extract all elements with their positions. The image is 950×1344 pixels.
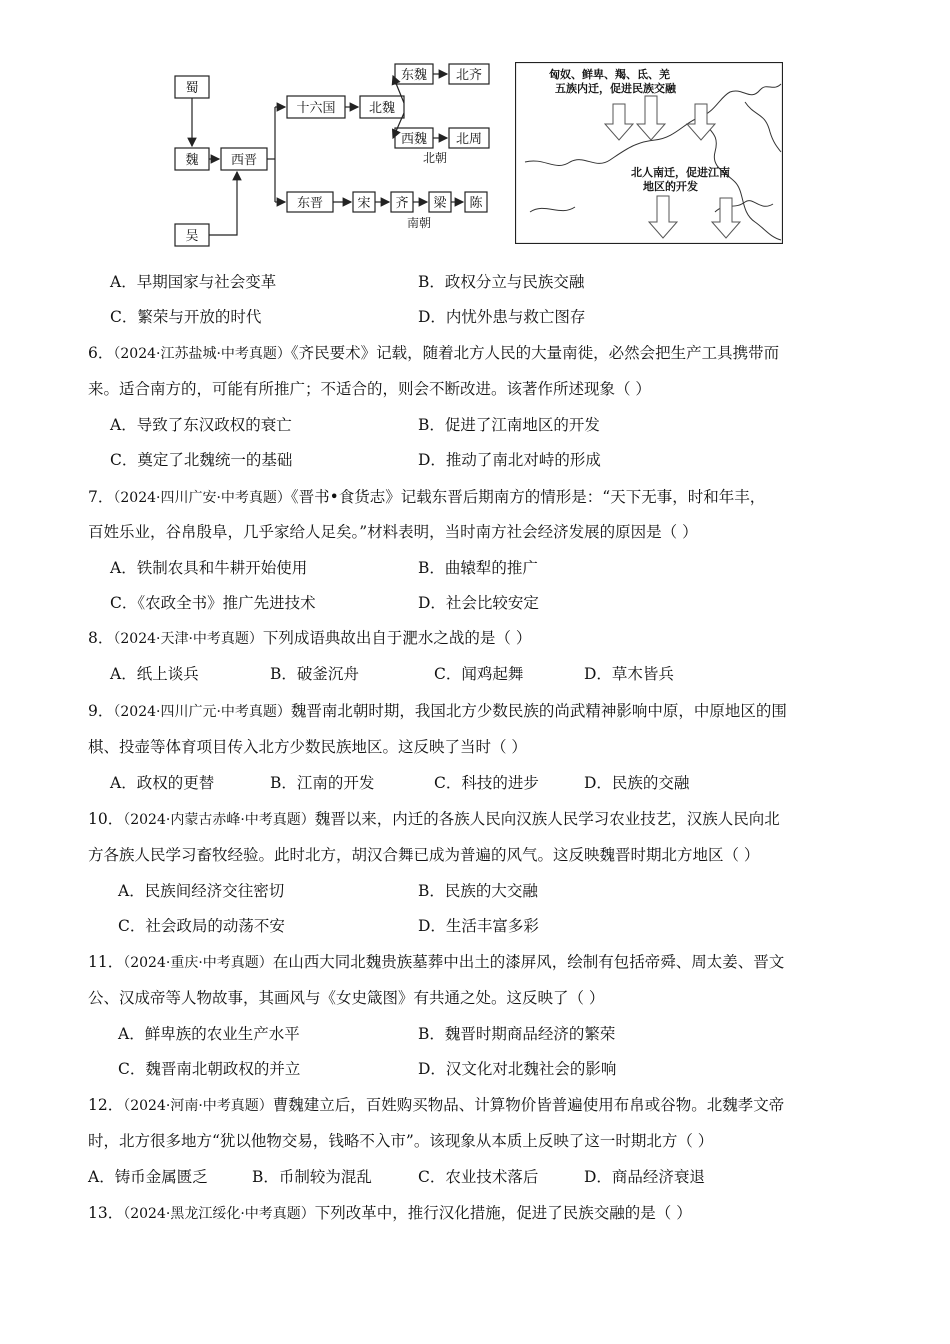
q6-option-a[interactable]: A．导致了东汉政权的衰亡 (110, 416, 292, 434)
map-caption-2: 五族内迁，促进民族交融 (555, 82, 676, 95)
question-7-line-1: 7．（2024·四川广安·中考真题）《晋书•食货志》记载东晋后期南方的情形是：“天下无事，时和年丰， (88, 488, 766, 506)
question-9-line-1: 9．（2024·四川广元·中考真题）魏晋南北朝时期，我国北方少数民族的尚武精神影响中原，中原地区的围 (88, 702, 787, 720)
q7-option-d[interactable]: D．社会比较安定 (418, 594, 539, 612)
q9-option-a[interactable]: A．政权的更替 (110, 774, 215, 792)
q11-option-d[interactable]: D．汉文化对北魏社会的影响 (418, 1060, 617, 1078)
map-caption-4: 地区的开发 (643, 180, 698, 193)
q12-option-b[interactable]: B．币制较为混乱 (252, 1168, 372, 1186)
q7-option-c[interactable]: C．《农政全书》推广先进技术 (110, 594, 316, 612)
node-dongjin: 东晋 (296, 196, 324, 211)
question-11-line-2: 公、汉成帝等人物故事，其画风与《女史箴图》有共通之处。这反映了（ ） (88, 989, 605, 1007)
node-shiliuguo: 十六国 (296, 101, 336, 116)
q9-option-b[interactable]: B．江南的开发 (270, 774, 375, 792)
question-6-line-2: 来。适合南方的，可能有所推广；不适合的，则会不断改进。该著作所述现象（ ） (88, 380, 651, 398)
node-beizhou: 北周 (455, 132, 483, 147)
node-xijin: 西晋 (230, 153, 258, 168)
node-wei: 魏 (185, 153, 199, 168)
node-song: 宋 (357, 196, 371, 211)
q5-option-b[interactable]: B．政权分立与民族交融 (418, 273, 585, 291)
label-beichao: 北朝 (422, 151, 448, 165)
node-dongwei: 东魏 (400, 68, 428, 83)
q5-option-a[interactable]: A．早期国家与社会变革 (110, 273, 277, 291)
node-shu: 蜀 (185, 81, 199, 96)
question-12-line-2: 时，北方很多地方“犹以他物交易，钱略不入市”。该现象从本质上反映了这一时期北方（ ） (88, 1132, 714, 1150)
q6-option-b[interactable]: B．促进了江南地区的开发 (418, 416, 600, 434)
node-beiwei: 北魏 (368, 101, 396, 116)
question-6-line-1: 6．（2024·江苏盐城·中考真题）《齐民要术》记载，随着北方人民的大量南徙，必然会把生产工具携带而 (88, 344, 780, 362)
migration-map (515, 62, 783, 244)
q11-option-b[interactable]: B．魏晋时期商品经济的繁荣 (418, 1025, 616, 1043)
q11-option-a[interactable]: A．鲜卑族的农业生产水平 (118, 1025, 300, 1043)
label-nanchao: 南朝 (406, 216, 432, 230)
node-liang: 梁 (433, 196, 447, 211)
node-qi: 齐 (395, 196, 409, 211)
q7-option-b[interactable]: B．曲辕犁的推广 (418, 559, 538, 577)
q10-option-d[interactable]: D．生活丰富多彩 (418, 917, 539, 935)
question-10-line-1: 10．（2024·内蒙古赤峰·中考真题）魏晋以来，内迁的各族人民向汉族人民学习农业技艺，汉族人民向北 (88, 810, 780, 828)
q8-option-b[interactable]: B．破釜沉舟 (270, 665, 359, 683)
q5-option-c[interactable]: C．繁荣与开放的时代 (110, 308, 262, 326)
node-xiwei: 西魏 (400, 132, 428, 147)
q12-option-d[interactable]: D．商品经济衰退 (584, 1168, 705, 1186)
q10-option-a[interactable]: A．民族间经济交往密切 (118, 882, 285, 900)
q12-option-a[interactable]: A．铸币金属匮乏 (88, 1168, 208, 1186)
q10-option-c[interactable]: C．社会政局的动荡不安 (118, 917, 285, 935)
question-9-line-2: 棋、投壶等体育项目传入北方少数民族地区。这反映了当时（ ） (88, 738, 527, 756)
q6-option-d[interactable]: D．推动了南北对峙的形成 (418, 451, 601, 469)
node-beiqi: 北齐 (455, 68, 483, 83)
q10-option-b[interactable]: B．民族的大交融 (418, 882, 538, 900)
node-chen: 陈 (469, 196, 483, 211)
dynasty-diagram (165, 58, 500, 248)
q6-option-c[interactable]: C．奠定了北魏统一的基础 (110, 451, 293, 469)
question-12-line-1: 12．（2024·河南·中考真题）曹魏建立后，百姓购买物品、计算物价皆普遍使用布帛或谷物。北魏孝文帝 (88, 1096, 785, 1114)
q8-option-d[interactable]: D．草木皆兵 (584, 665, 674, 683)
map-caption-3: 北人南迁，促进江南 (631, 166, 730, 179)
question-7-line-2: 百姓乐业，谷帛殷阜，几乎家给人足矣。”材料表明，当时南方社会经济发展的原因是（ ） (88, 523, 698, 541)
question-8-line-1: 8．（2024·天津·中考真题）下列成语典故出自于淝水之战的是（ ） (88, 629, 532, 647)
q9-option-d[interactable]: D．民族的交融 (584, 774, 690, 792)
question-10-line-2: 方各族人民学习畜牧经验。此时北方，胡汉合舞已成为普遍的风气。这反映魏晋时期北方地区（ ） (88, 846, 760, 864)
q5-option-d[interactable]: D．内忧外患与救亡图存 (418, 308, 586, 326)
map-caption-1: 匈奴、鲜卑、羯、氐、羌 (549, 68, 670, 81)
q8-option-a[interactable]: A．纸上谈兵 (110, 665, 199, 683)
node-wu: 吴 (185, 229, 199, 244)
q8-option-c[interactable]: C．闻鸡起舞 (434, 665, 524, 683)
q9-option-c[interactable]: C．科技的进步 (434, 774, 539, 792)
question-11-line-1: 11．（2024·重庆·中考真题）在山西大同北魏贵族墓葬中出土的漆屏风，绘制有包括帝舜、周太姜、晋文 (88, 953, 785, 971)
question-13-line-1: 13．（2024·黑龙江绥化·中考真题）下列改革中，推行汉化措施，促进了民族交融的是（ ） (88, 1204, 692, 1222)
q11-option-c[interactable]: C．魏晋南北朝政权的并立 (118, 1060, 301, 1078)
q12-option-c[interactable]: C．农业技术落后 (418, 1168, 539, 1186)
q7-option-a[interactable]: A．铁制农具和牛耕开始使用 (110, 559, 308, 577)
